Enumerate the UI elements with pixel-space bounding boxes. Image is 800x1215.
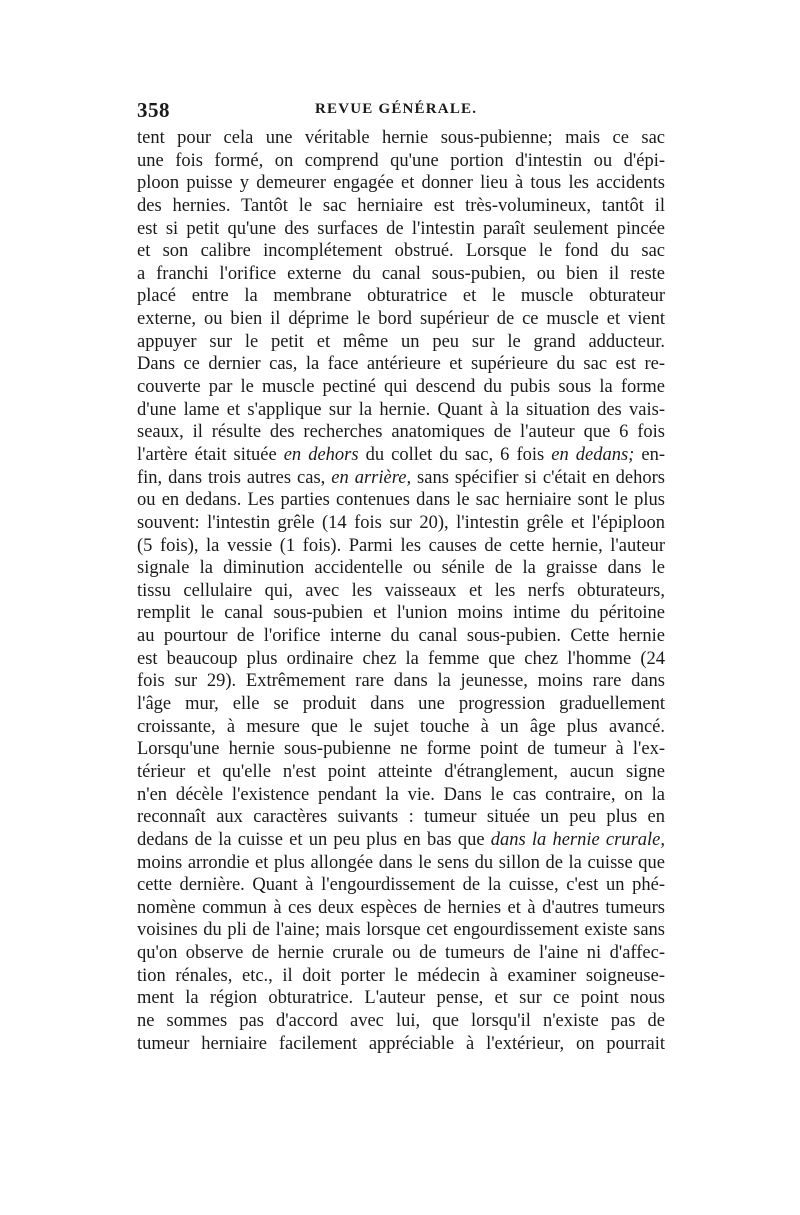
text-line [137, 444, 665, 467]
text-segment: l'âge mur, elle se produit dans une progression graduellement [137, 694, 665, 715]
text-segment: a franchi l'orifice externe du canal sous-pubien, ou bien il reste [137, 263, 665, 284]
text-segment: couverte par le muscle pectiné qui descend du pubis sous la forme [137, 377, 665, 398]
text-line [137, 150, 665, 173]
text-line [137, 693, 665, 716]
text-line [137, 195, 665, 218]
text-line [137, 919, 665, 942]
text-segment: remplit le canal sous-pubien et l'union moins intime du péritoine [137, 603, 665, 624]
text-segment: l'artère était située [137, 444, 284, 465]
text-line [137, 421, 665, 444]
text-segment: ment la région obturatrice. L'auteur pense, et sur ce point nous [137, 988, 665, 1009]
text-line [137, 1033, 665, 1056]
text-line [137, 625, 665, 648]
text-line [137, 670, 665, 693]
text-segment: moins arrondie et plus allongée dans le sens du sillon de la cuisse que [137, 852, 665, 873]
text-segment: ou en dedans. Les parties contenues dans le sac herniaire sont le plus [137, 490, 665, 511]
text-line [137, 580, 665, 603]
page-number: 358 [137, 98, 170, 122]
text-segment: d'une lame et s'applique sur la hernie. Quant à la situation des vais- [137, 399, 665, 420]
text-segment: ne sommes pas d'accord avec lui, que lorsqu'il n'existe pas de [137, 1010, 665, 1031]
text-segment: en- [634, 444, 665, 465]
italic-text: en dehors [283, 444, 359, 465]
text-line [137, 738, 665, 761]
text-segment: n'en décèle l'existence pendant la vie. Dans le cas contraire, on la [137, 784, 665, 805]
text-line [137, 489, 665, 512]
text-line [137, 353, 665, 376]
text-line [137, 806, 665, 829]
text-segment: cette dernière. Quant à l'engourdissement de la cuisse, c'est un phé- [137, 875, 665, 896]
text-line [137, 942, 665, 965]
text-line [137, 308, 665, 331]
text-segment: croissante, à mesure que le sujet touche à un âge plus avancé. [137, 716, 665, 737]
text-segment: et son calibre incomplétement obstrué. Lorsque le fond du sac [137, 241, 665, 262]
text-line [137, 897, 665, 920]
text-line [137, 602, 665, 625]
text-segment: ploon puisse y demeurer engagée et donner lieu à tous les accidents [137, 173, 665, 194]
text-segment: une fois formé, on comprend qu'une portion d'intestin ou d'épi- [137, 150, 665, 171]
text-line [137, 557, 665, 580]
text-segment: placé entre la membrane obturatrice et le muscle obturateur [137, 286, 665, 307]
text-line [137, 467, 665, 490]
text-segment: souvent: l'intestin grêle (14 fois sur 20), l'intestin grêle et l'épiploon [137, 512, 665, 533]
text-line [137, 172, 665, 195]
text-segment: nomène commun à ces deux espèces de hernies et à d'autres tumeurs [137, 897, 665, 918]
text-line [137, 716, 665, 739]
text-segment: dedans de la cuisse et un peu plus en bas que [137, 829, 491, 850]
text-line [137, 987, 665, 1010]
text-line [137, 512, 665, 535]
running-title: REVUE GÉNÉRALE. [315, 101, 478, 117]
text-line [137, 218, 665, 241]
text-line [137, 331, 665, 354]
text-segment: fin, dans trois autres cas, [137, 467, 332, 488]
text-segment: des hernies. Tantôt le sac herniaire est très-volumineux, tantôt il [137, 195, 665, 216]
body-text [137, 127, 665, 1055]
text-line [137, 127, 665, 150]
text-segment: Lorsqu'une hernie sous-pubienne ne forme point de tumeur à l'ex- [137, 739, 665, 760]
text-segment: du collet du sac, 6 fois [358, 444, 552, 465]
text-line [137, 240, 665, 263]
italic-text: dans la hernie crurale, [490, 829, 665, 850]
italic-text: en dedans; [551, 444, 635, 465]
text-segment: tent pour cela une véritable hernie sous-pubienne; mais ce sac [137, 128, 665, 148]
text-line [137, 852, 665, 875]
text-line [137, 263, 665, 286]
text-segment: sans spécifier si c'était en dehors [411, 467, 665, 488]
text-segment: tion rénales, etc., il doit porter le médecin à examiner soigneuse- [137, 965, 665, 986]
italic-text: en arrière, [331, 467, 412, 488]
text-line [137, 784, 665, 807]
text-segment: appuyer sur le petit et même un peu sur le grand adducteur. [137, 331, 665, 352]
text-line [137, 535, 665, 558]
text-segment: externe, ou bien il déprime le bord supérieur de ce muscle et vient [137, 309, 665, 330]
text-segment: reconnaît aux caractères suivants : tumeur située un peu plus en [137, 807, 665, 828]
text-segment: tumeur herniaire facilement appréciable à l'extérieur, on pourrait [137, 1033, 665, 1054]
text-line [137, 965, 665, 988]
text-segment: térieur et qu'elle n'est point atteinte d'étranglement, aucun signe [137, 761, 665, 782]
text-line [137, 761, 665, 784]
text-segment: voisines du pli de l'aine; mais lorsque cet engourdissement existe sans [137, 920, 665, 941]
text-line [137, 399, 665, 422]
page-header [137, 98, 665, 124]
text-segment: signale la diminution accidentelle ou sénile de la graisse dans le [137, 558, 665, 579]
text-line [137, 829, 665, 852]
text-segment: tissu cellulaire qui, avec les vaisseaux et les nerfs obturateurs, [137, 580, 665, 601]
text-line [137, 874, 665, 897]
text-segment: est beaucoup plus ordinaire chez la femme que chez l'homme (24 [137, 648, 665, 669]
text-line [137, 1010, 665, 1033]
text-segment: qu'on observe de hernie crurale ou de tumeurs de l'aine ni d'affec- [137, 943, 665, 964]
text-line [137, 285, 665, 308]
text-line [137, 648, 665, 671]
text-segment: fois sur 29). Extrêmement rare dans la jeunesse, moins rare dans [137, 671, 665, 692]
text-segment: seaux, il résulte des recherches anatomiques de l'auteur que 6 fois [137, 422, 665, 443]
text-segment: Dans ce dernier cas, la face antérieure et supérieure du sac est re- [137, 354, 665, 375]
text-line [137, 376, 665, 399]
text-segment: est si petit qu'une des surfaces de l'intestin paraît seulement pincée [137, 218, 665, 239]
text-segment: au pourtour de l'orifice interne du canal sous-pubien. Cette hernie [137, 626, 665, 647]
text-segment: (5 fois), la vessie (1 fois). Parmi les causes de cette hernie, l'auteur [137, 535, 665, 556]
